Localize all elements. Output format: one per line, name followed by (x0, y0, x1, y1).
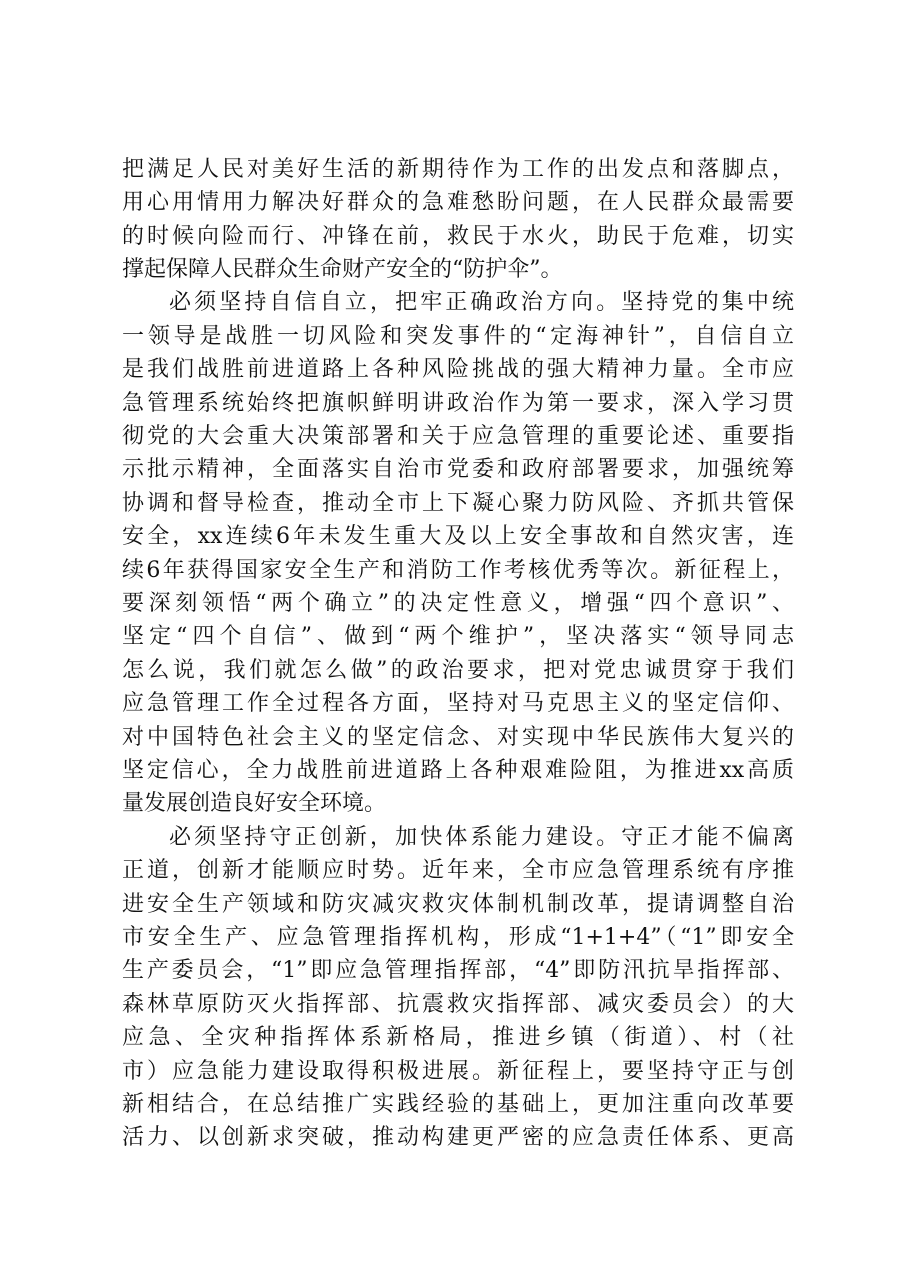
text-line: 协调和督导检查，推动全市上下凝心聚力防风险、齐抓共管保 (122, 491, 794, 516)
text-line: 用心用情用力解决好群众的急难愁盼问题，在人民群众最需要 (122, 190, 794, 215)
text-line: 应急、全灾种指挥体系新格局，推进乡镇（街道）、村（社 (122, 1025, 794, 1050)
text-line: 撑起保障人民群众生命财产安全的“防护伞”。 (122, 257, 563, 282)
text-line: 活力、以创新求突破，推动构建更严密的应急责任体系、更高 (122, 1125, 794, 1150)
text-line: 续6年获得国家安全生产和消防工作考核优秀等次。新征程上， (122, 558, 794, 583)
paragraph-first-line: 必须坚持守正创新，加快体系能力建设。守正才能不偏离 (169, 825, 794, 850)
text-line: 市安全生产、应急管理指挥机构，形成“1+1+4”（“1”即安全 (122, 925, 794, 950)
text-line: 应急管理工作全过程各方面，坚持对马克思主义的坚定信仰、 (122, 691, 794, 716)
text-line: 示批示精神，全面落实自治市党委和政府部署要求，加强统筹 (122, 457, 794, 482)
text-line: 怎么说，我们就怎么做”的政治要求，把对党忠诚贯穿于我们 (122, 658, 794, 683)
text-line: 坚定“四个自信”、做到“两个维护”，坚决落实“领导同志 (122, 624, 794, 649)
text-line: 彻党的大会重大决策部署和关于应急管理的重要论述、重要指 (122, 424, 794, 449)
text-line: 生产委员会，“1”即应急管理指挥部，“4”即防汛抗旱指挥部、 (122, 958, 794, 983)
text-line: 森林草原防灭火指挥部、抗震救灾指挥部、减灾委员会）的大 (122, 992, 794, 1017)
text-line: 坚定信心，全力战胜前进道路上各种艰难险阻，为推进xx高质 (122, 758, 794, 783)
text-line: 对中国特色社会主义的坚定信念、对实现中华民族伟大复兴的 (122, 725, 794, 750)
text-line: 急管理系统始终把旗帜鲜明讲政治作为第一要求，深入学习贯 (122, 391, 794, 416)
text-line: 新相结合，在总结推广实践经验的基础上，更加注重向改革要 (122, 1092, 794, 1117)
text-line: 进安全生产领域和防灾减灾救灾体制机制改革，提请调整自治 (122, 892, 794, 917)
text-line: 安全，xx连续6年未发生重大及以上安全事故和自然灾害，连 (122, 524, 794, 549)
text-line: 的时候向险而行、冲锋在前，救民于水火，助民于危难，切实 (122, 224, 794, 249)
paragraph-first-line: 必须坚持自信自立，把牢正确政治方向。坚持党的集中统 (169, 290, 794, 315)
text-line: 市）应急能力建设取得积极进展。新征程上，要坚持守正与创 (122, 1059, 794, 1084)
text-line: 把满足人民对美好生活的新期待作为工作的出发点和落脚点， (122, 157, 794, 182)
text-line: 一领导是战胜一切风险和突发事件的“定海神针”，自信自立 (122, 324, 794, 349)
text-line: 要深刻领悟“两个确立”的决定性意义，增强“四个意识”、 (122, 591, 794, 616)
text-line: 正道，创新才能顺应时势。近年来，全市应急管理系统有序推 (122, 858, 794, 883)
text-line: 量发展创造良好安全环境。 (122, 791, 387, 816)
text-line: 是我们战胜前进道路上各种风险挑战的强大精神力量。全市应 (122, 357, 794, 382)
